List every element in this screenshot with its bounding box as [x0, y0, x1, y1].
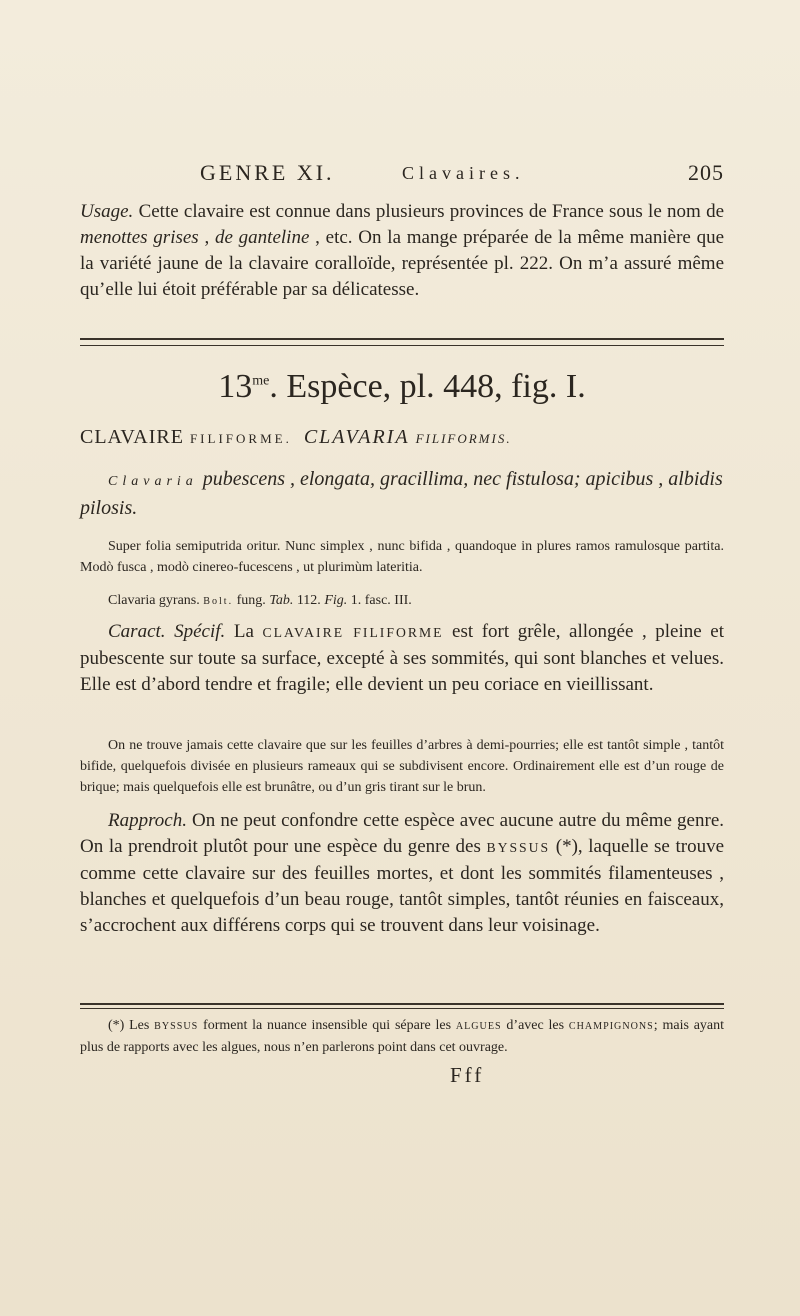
page-number: 205: [688, 160, 724, 185]
species-name-smallcaps: CLAVAIRE FILIFORME: [262, 625, 444, 640]
rapproch-text: (*), laquelle se trouve comme cette clavaire sur des feuilles mortes, et dont les sommités filamenteuses , blanches et quelquefois d’un beau rouge, tantôt simples, tantôt réunies en faisceaux, s’accrochent aux différens corps qui se trouvent dans leur voisinage.: [80, 836, 724, 936]
printer-signature: Fff: [450, 1063, 485, 1087]
species-heading-text: . Espèce, pl. 448, fig. I.: [269, 368, 586, 405]
footnote-divider: [80, 1003, 724, 1009]
latin-diagnosis-text: pubescens , elongata, gracillima, nec fistulosa; apicibus , albidis pilosis.: [80, 468, 723, 519]
caract-label: Caract. Spécif.: [108, 621, 226, 642]
header-family: Clavaires.: [402, 163, 525, 183]
footnote-champignons: CHAMPIGNONS: [568, 1021, 654, 1032]
latin-diagnosis: [80, 466, 724, 522]
reference-text: Clavaria gyrans.: [108, 593, 204, 608]
species-number: 13: [218, 368, 253, 405]
reference-fig: Fig.: [324, 593, 348, 608]
reference-tab: Tab.: [269, 593, 294, 608]
caract-text: La: [225, 621, 263, 642]
common-name: menottes grises: [80, 227, 199, 248]
bibliographic-reference: [80, 590, 724, 612]
french-epithet: FILIFORME.: [189, 431, 292, 446]
habitat-note: On ne trouve jamais cette clavaire que sur les feuilles d’arbres à demi-pourries; elle est tantôt simple , tantôt bifide, quelquefois divisée en plusieurs rameaux qui se subdivisent encore. Ordinairement elle est d’un rouge de brique; mais quelquefois elle est brunâtre, ou d’un gris tirant sur le brun.: [80, 738, 724, 795]
reference-text: 1. fasc. III.: [347, 593, 412, 608]
footnote-text: ; mais ayant plus de rapports avec les algues, nous n’en parlerons point dans cet ouvrage.: [80, 1018, 725, 1055]
footnote-byssus: BYSSUS: [154, 1021, 199, 1032]
common-name: de ganteline: [214, 227, 310, 248]
reference-text: fung.: [233, 593, 270, 608]
species-heading: [80, 368, 724, 406]
footnote-text: forment la nuance insensible qui sépare les: [198, 1018, 456, 1033]
species-title: [80, 426, 724, 449]
latin-name: CLAVARIA: [303, 426, 410, 448]
footnote-marker: (*): [108, 1018, 125, 1033]
rapproch-text: On ne peut confondre cette espèce avec aucune autre du même genre. On la prendroit plutôt pour une espèce du genre des: [80, 810, 724, 857]
species-ordinal: me: [252, 373, 270, 389]
byssus-smallcaps: BYSSUS: [486, 840, 551, 855]
french-name: CLAVAIRE: [80, 426, 184, 448]
footnote-text: d’avec les: [501, 1018, 569, 1033]
comparison-paragraph: [80, 808, 724, 939]
header-genre: GENRE XI.: [200, 160, 335, 185]
section-divider: [80, 338, 724, 346]
caract-text: est fort grêle, allongée , pleine et pubescente sur toute sa surface, excepté à ses sommités, qui sont blanches et velues. Elle est d’abord tendre et fragile; elle devient un peu coriace en vieillissant.: [80, 621, 724, 695]
footnote: [80, 1015, 724, 1058]
reference-author: Bolt.: [203, 596, 234, 607]
usage-label: Usage.: [80, 201, 134, 222]
specific-characters-paragraph: [80, 619, 724, 698]
latin-description: Super folia semiputrida oritur. Nunc simplex , nunc bifida , quandoque in plures ramos ramulosque partita. Modò fusca , modò cinereo-fucescens , ut plurimùm lateritia.: [80, 539, 724, 575]
usage-text: , etc. On la mange préparée de la même manière que la variété jaune de la clavaire coralloïde, représentée pl. 222. On m’a assuré même qu’elle lui étoit préférable par sa délicatesse.: [80, 227, 725, 300]
rapproch-label: Rapproch.: [108, 810, 187, 831]
usage-text: ,: [198, 227, 215, 248]
footnote-algues: ALGUES: [455, 1021, 502, 1032]
footnote-text: Les: [124, 1018, 155, 1033]
usage-text: Cette clavaire est connue dans plusieurs provinces de France sous le nom de: [133, 201, 724, 222]
usage-paragraph: [80, 199, 724, 303]
latin-genus: Clavaria: [108, 474, 198, 489]
running-header: [80, 160, 724, 190]
reference-text: 112.: [293, 593, 325, 608]
latin-epithet: FILIFORMIS.: [415, 431, 512, 446]
